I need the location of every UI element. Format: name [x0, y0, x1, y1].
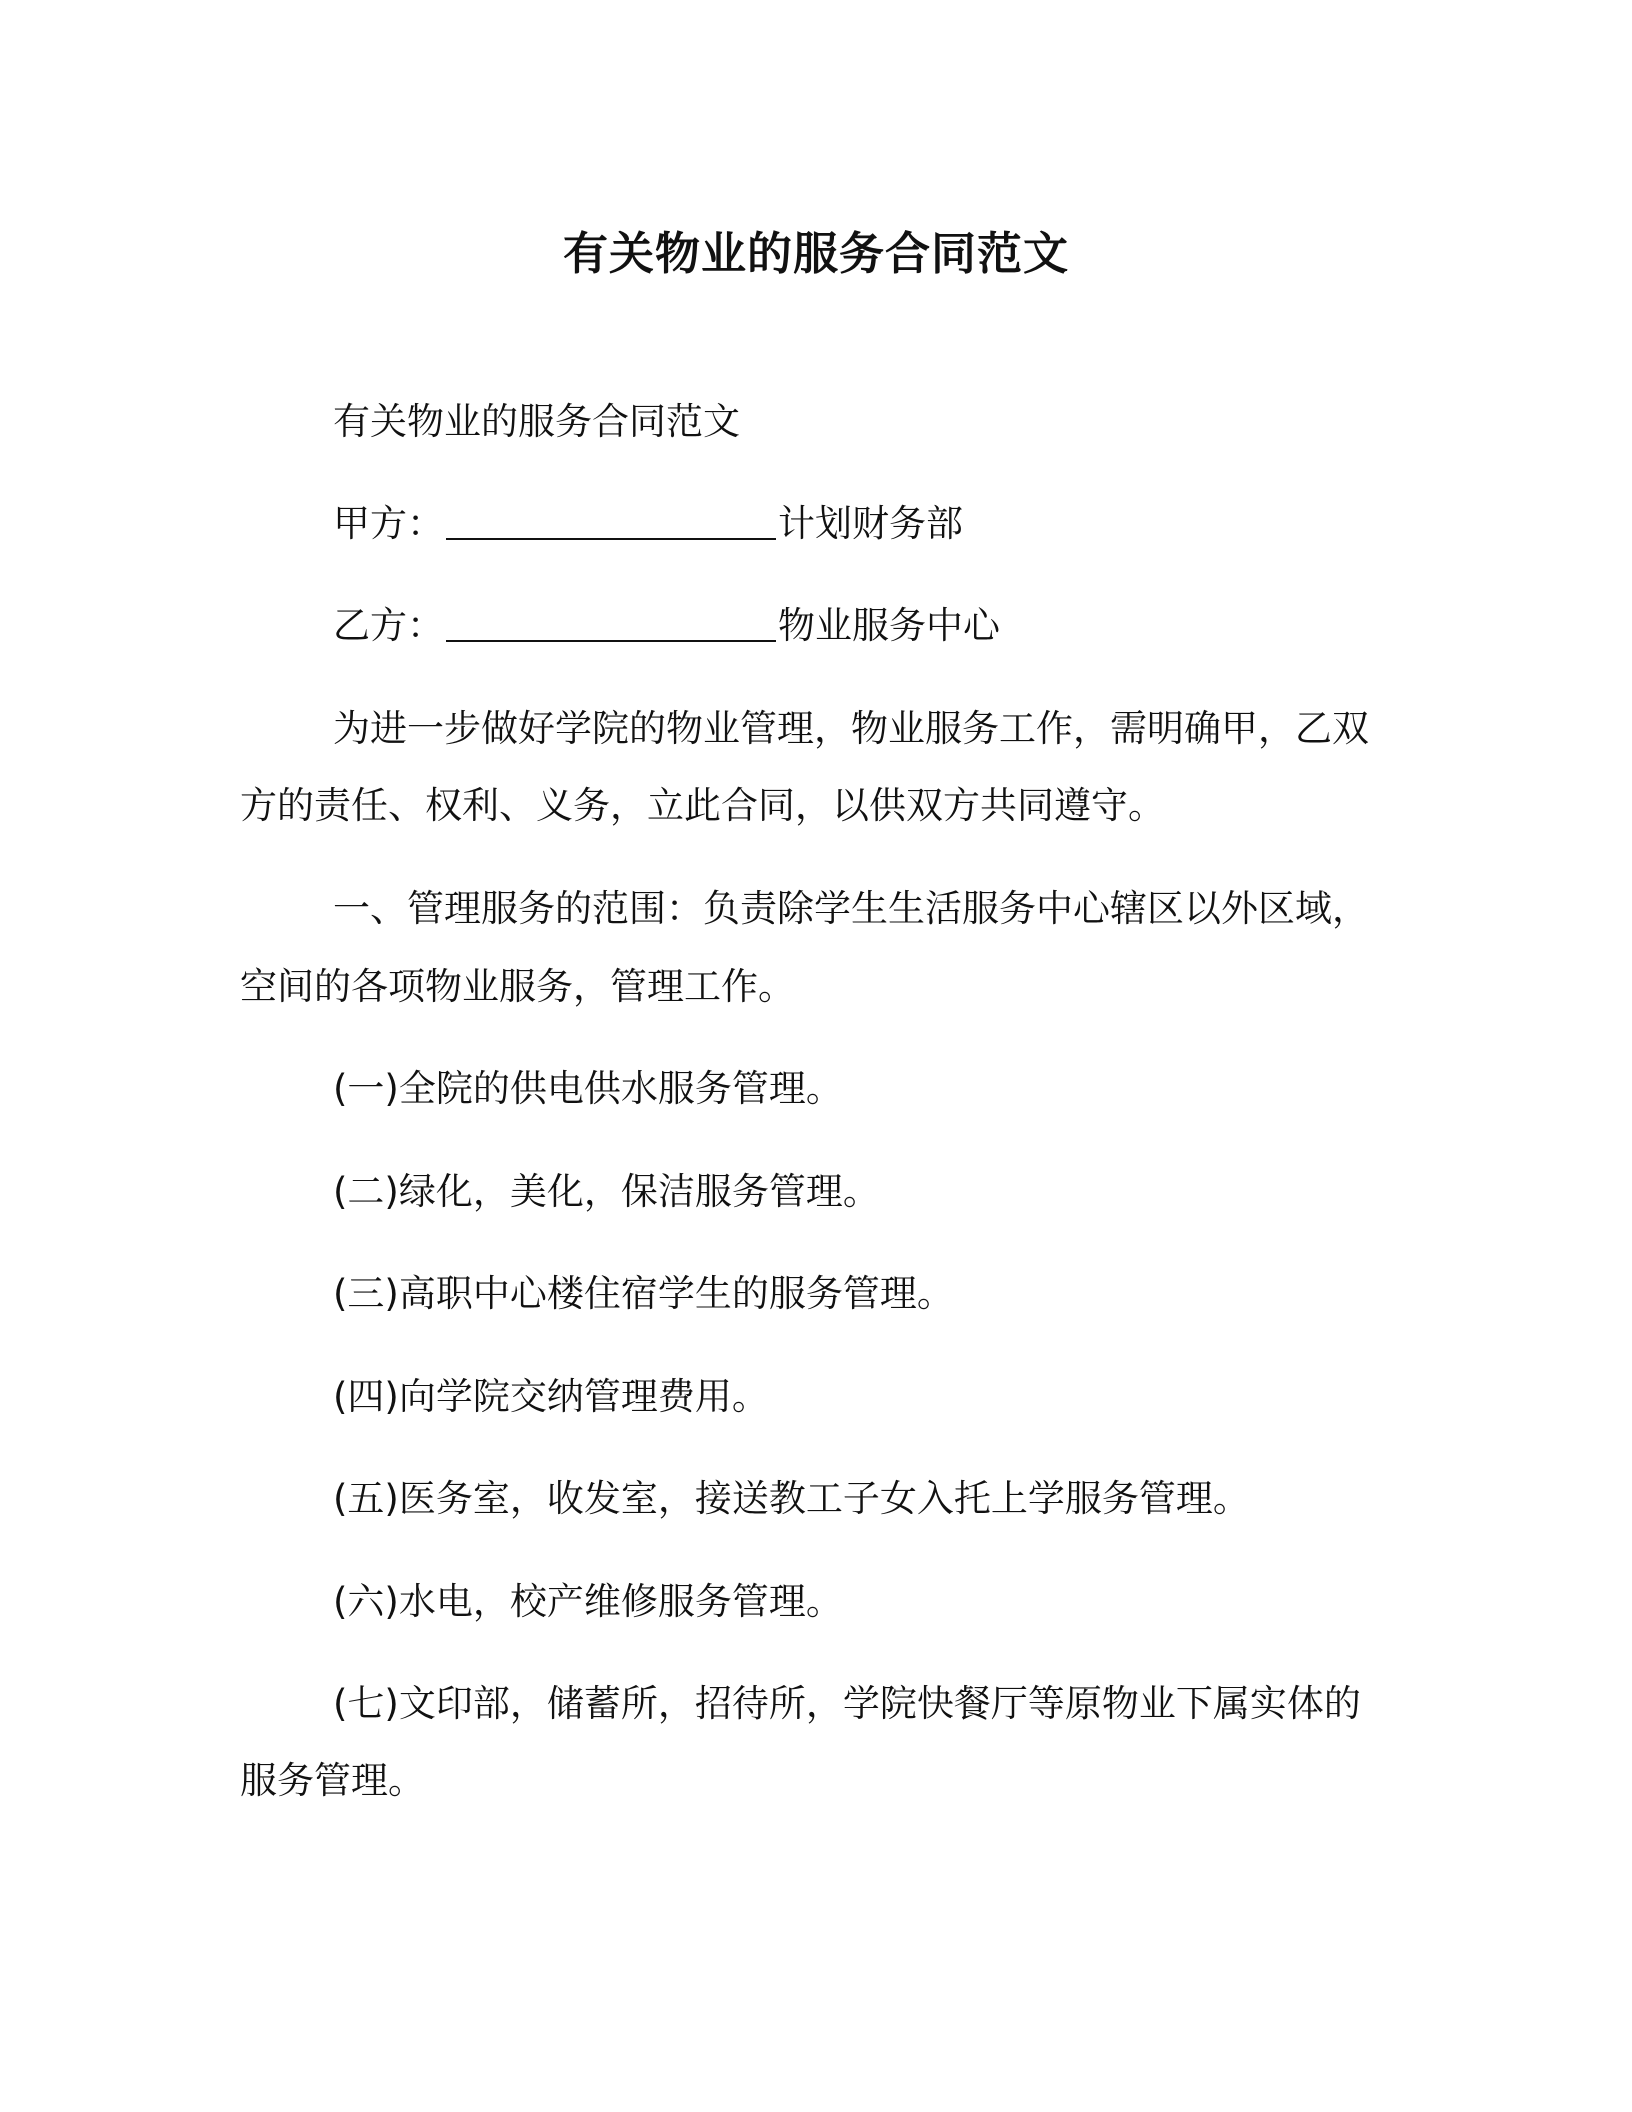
party-b-label: 乙方： — [333, 604, 444, 647]
list-item: (一)全院的供电供水服务管理。 — [333, 1067, 843, 1110]
party-a-blank — [446, 504, 776, 540]
list-item: (四)向学院交纳管理费用。 — [333, 1375, 769, 1418]
party-b-blank — [446, 606, 776, 642]
section1-line-2: 空间的各项物业服务，管理工作。 — [240, 965, 795, 1008]
intro-line-1: 为进一步做好学院的物业管理，物业服务工作，需明确甲，乙双 — [333, 707, 1369, 750]
document-subtitle: 有关物业的服务合同范文 — [333, 400, 740, 443]
party-a-name: 计划财务部 — [778, 502, 963, 545]
list-item: (二)绿化，美化，保洁服务管理。 — [333, 1170, 880, 1213]
party-b-name: 物业服务中心 — [778, 604, 1000, 647]
party-a-line — [333, 499, 963, 549]
intro-line-2: 方的责任、权利、义务，立此合同，以供双方共同遵守。 — [240, 784, 1165, 827]
party-a-label: 甲方： — [333, 502, 444, 545]
item7-line-1: (七)文印部，储蓄所，招待所，学院快餐厅等原物业下属实体的 — [333, 1682, 1361, 1725]
list-item: (五)医务室，收发室，接送教工子女入托上学服务管理。 — [333, 1477, 1250, 1520]
list-item: (六)水电，校产维修服务管理。 — [333, 1580, 843, 1623]
list-item: (三)高职中心楼住宿学生的服务管理。 — [333, 1272, 954, 1315]
section1-line-1: 一、管理服务的范围：负责除学生生活服务中心辖区以外区域， — [333, 887, 1369, 930]
item7-line-2: 服务管理。 — [240, 1759, 425, 1802]
document-title: 有关物业的服务合同范文 — [562, 227, 1069, 280]
party-b-line — [333, 601, 1000, 651]
